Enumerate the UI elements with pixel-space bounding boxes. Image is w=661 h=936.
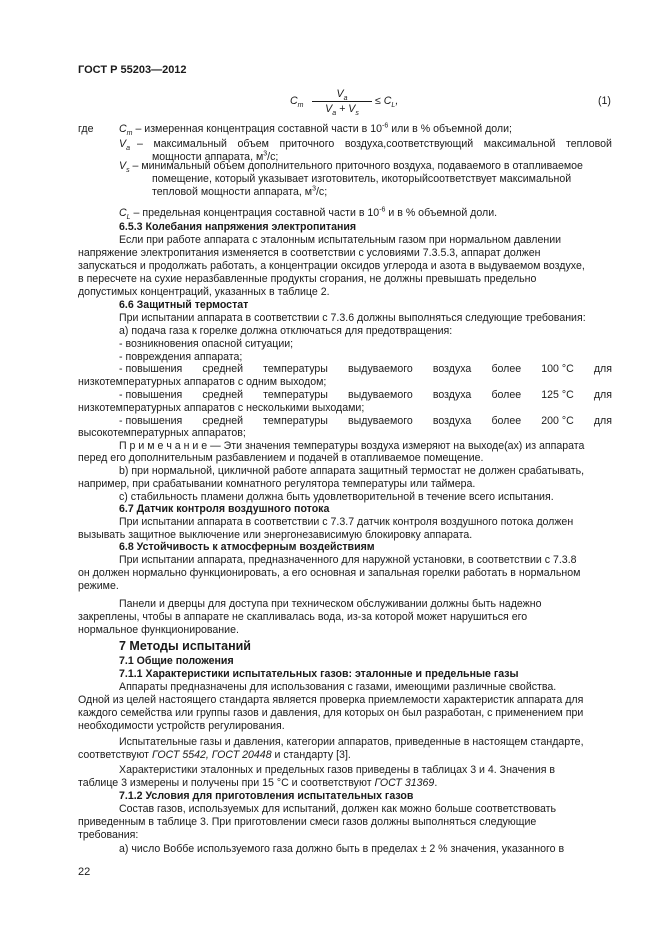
def-va-line1: – максимальный объем приточного воздуха,соответствующий максимальной тепловой bbox=[137, 138, 612, 150]
paragraph-line: в пересчете на сухие неразбавленные продукты сгорания, не должны превышать предельно bbox=[78, 273, 537, 285]
section-heading-7-1: 7.1 Общие положения bbox=[119, 655, 234, 667]
formula-fraction: $\frac{V_a}{V_a + V_s}$ bbox=[312, 88, 372, 115]
paragraph-line: Аппараты предназначены для использования с газами, имеющими различные свойства. bbox=[119, 681, 557, 693]
paragraph-line: запускаться и продолжать работать, а концентрации оксидов углерода и азота в выдуваемом воздухе, bbox=[78, 260, 585, 272]
paragraph-line: соответствуют ГОСТ 5542, ГОСТ 20448 и стандарту [3]. bbox=[78, 749, 351, 761]
def-va-symbol: $V_a$ bbox=[119, 138, 130, 153]
def-vs-line2: помещение, который указывает изготовитель, икоторыйсоответствует максимальной bbox=[152, 173, 572, 185]
list-item: - повышения средней температуры выдуваемого воздуха более 100 °С для bbox=[119, 363, 612, 375]
paragraph-line: Одной из целей настоящего стандарта является проверка приемлемости характеристик аппарата для bbox=[78, 694, 584, 706]
paragraph-line: а) число Воббе используемого газа должно быть в пределах ± 2 % значения, указанного в bbox=[119, 843, 565, 855]
page-number: 22 bbox=[78, 866, 91, 878]
list-item-continuation: низкотемпературных аппаратов с несколькими выходами; bbox=[78, 402, 365, 414]
formula-lhs: $C_m$ bbox=[290, 95, 304, 110]
def-cm: $C_m$ – измеренная концентрация составной части в $10^{-6}$ или в % объемной доли; bbox=[119, 122, 512, 138]
paragraph-line: Характеристики эталонных и предельных газов приведены в таблицах 3 и 4. Значения в bbox=[119, 764, 556, 776]
list-item: а) подача газа к горелке должна отключаться для предотвращения: bbox=[119, 325, 453, 337]
section-heading-7-1-1: 7.1.1 Характеристики испытательных газов: эталонные и предельные газы bbox=[119, 668, 519, 680]
paragraph-line: нормальное функционирование. bbox=[78, 624, 239, 636]
section-heading-7: 7 Методы испытаний bbox=[119, 639, 251, 653]
paragraph-line: режиме. bbox=[78, 580, 119, 592]
def-va-line2: мощности аппарата, $м^3/с$; bbox=[152, 150, 279, 163]
note: П р и м е ч а н и е — Эти значения температуры воздуха измеряют на выходе(ах) из аппарата bbox=[119, 440, 585, 452]
list-item: - возникновения опасной ситуации; bbox=[119, 338, 294, 350]
list-item: - повреждения аппарата; bbox=[119, 351, 243, 363]
paragraph-line: закреплены, чтобы в аппарате не скапливалась вода, из-за которой может нарушиться его bbox=[78, 611, 528, 623]
formula-number: (1) bbox=[598, 95, 611, 107]
paragraph-line: При испытании аппарата в соответствии с 7.3.7 датчик контроля воздушного потока должен bbox=[119, 516, 574, 528]
section-heading-7-1-2: 7.1.2 Условия для приготовления испытательных газов bbox=[119, 790, 414, 802]
formula-rhs: ≤ $C_L$, bbox=[375, 95, 399, 110]
document-header: ГОСТ Р 55203—2012 bbox=[78, 64, 187, 76]
note-continuation: перед его дополнительным разбавлением и подачей в отапливаемое помещение. bbox=[78, 452, 484, 464]
paragraph-line: При испытании аппарата в соответствии с 7.3.6 должны выполняться следующие требования: bbox=[119, 312, 586, 324]
paragraph-line: приведенным в таблице 3. При приготовлении смеси газов должны выполняться следующие bbox=[78, 816, 537, 828]
list-item-continuation: например, при срабатывании комнатного регулятора температуры или таймера. bbox=[78, 478, 476, 490]
paragraph-line: допустимых концентраций, указанных в таблице 2. bbox=[78, 286, 330, 298]
paragraph-line: таблице 3 измерены и получены при 15 °С и соответствуют ГОСТ 31369. bbox=[78, 777, 438, 789]
section-heading-6-7: 6.7 Датчик контроля воздушного потока bbox=[119, 503, 330, 515]
def-cl: $C_L$ – предельная концентрация составной части в $10^{-6}$ и в % объемной доли. bbox=[119, 206, 498, 222]
section-heading-6-8: 6.8 Устойчивость к атмосферным воздействиям bbox=[119, 541, 375, 553]
paragraph-line: При испытании аппарата, предназначенного для наружной установки, в соответствии с 7.3.8 bbox=[119, 554, 577, 566]
paragraph-line: Если при работе аппарата с эталонным испытательным газом при нормальном давлении bbox=[119, 234, 562, 246]
paragraph-line: Испытательные газы и давления, категории аппаратов, приведенные в настоящем стандарте, bbox=[119, 736, 584, 748]
paragraph-line: Панели и дверцы для доступа при техническом обслуживании должны быть надежно bbox=[119, 598, 542, 610]
where-label: где bbox=[78, 123, 94, 135]
list-item-continuation: высокотемпературных аппаратов; bbox=[78, 427, 246, 439]
paragraph-line: Состав газов, используемых для испытаний, должен как можно больше соответствовать bbox=[119, 803, 557, 815]
paragraph-line: он должен нормально функционировать, а его основная и запальная горелки работать в нормальном bbox=[78, 567, 581, 579]
section-heading-6-6: 6.6 Защитный термостат bbox=[119, 299, 249, 311]
list-item-continuation: низкотемпературных аппаратов с одним выходом; bbox=[78, 376, 327, 388]
list-item: - повышения средней температуры выдуваемого воздуха более 200 °С для bbox=[119, 415, 612, 427]
def-vs-line1: $V_s$ – минимальный объем дополнительного приточного воздуха, подаваемого в отапливаемое bbox=[119, 160, 583, 175]
list-item: b) при нормальной, цикличной работе аппарата защитный термостат не должен срабатывать, bbox=[119, 465, 585, 477]
paragraph-line: вызывать защитное выключение или энергонезависимую блокировку аппарата. bbox=[78, 529, 473, 541]
paragraph-line: требования: bbox=[78, 829, 139, 841]
paragraph-line: напряжение электропитания изменяется в соответствии с условиями 7.3.5.3, аппарат должен bbox=[78, 247, 541, 259]
paragraph-line: необходимости устройств регулирования. bbox=[78, 720, 285, 732]
def-vs-line3: тепловой мощности аппарата, $м^3/с$; bbox=[152, 185, 328, 198]
paragraph-line: каждого семейства или группы газов и давления, для которых он был разработан, с применением при bbox=[78, 707, 584, 719]
list-item: - повышения средней температуры выдуваемого воздуха более 125 °С для bbox=[119, 389, 612, 401]
section-heading-6-5-3: 6.5.3 Колебания напряжения электропитания bbox=[119, 221, 357, 233]
list-item: с) стабильность пламени должна быть удовлетворительной в течение всего испытания. bbox=[119, 491, 554, 503]
